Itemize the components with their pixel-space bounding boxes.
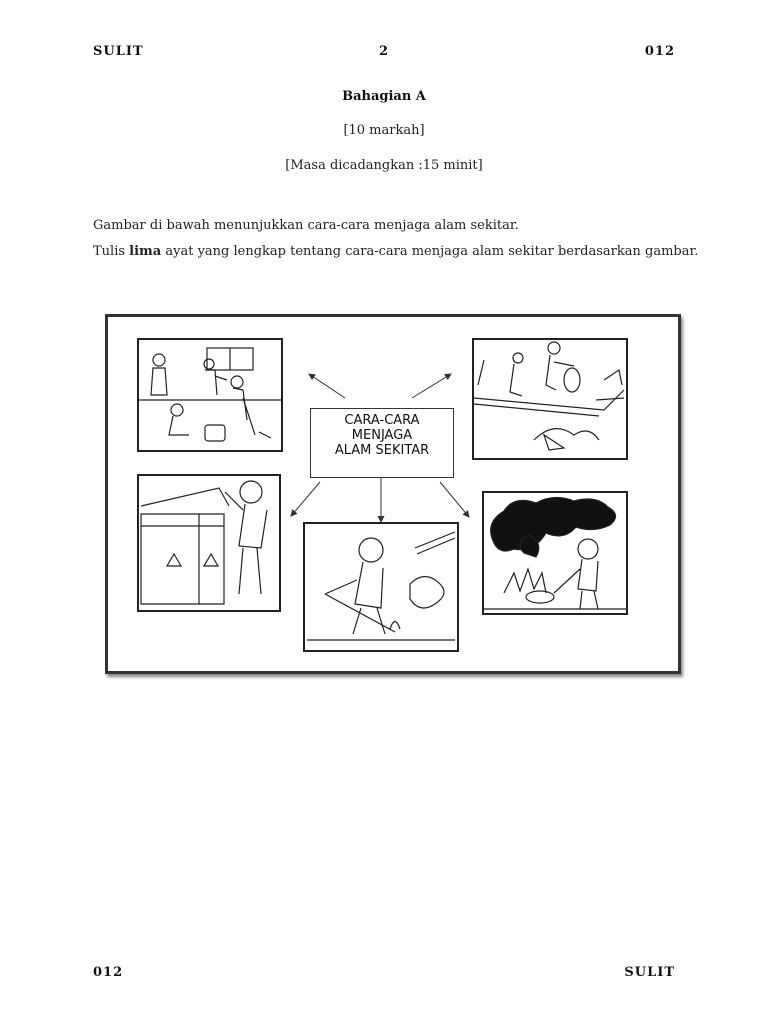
footer-right-label: SULIT	[624, 965, 675, 980]
instruction-line-2-suffix: ayat yang lengkap tentang cara-cara menjaga alam sekitar berdasarkan gambar.	[161, 244, 699, 259]
section-marks: [10 markah]	[343, 123, 425, 138]
center-line-1: CARA-CARA	[344, 413, 420, 428]
arrow-top-left	[309, 374, 345, 398]
instruction-line-2-prefix: Tulis	[93, 244, 130, 259]
recycling-bin-scene-illustration	[137, 474, 281, 612]
center-line-2: MENJAGA	[351, 428, 413, 443]
section-title: Bahagian A	[342, 89, 426, 104]
section-time: [Masa dicadangkan :15 minit]	[285, 158, 483, 173]
header-right-code: 012	[644, 44, 675, 59]
open-burning-scene-illustration	[482, 491, 628, 615]
instruction-emphasis: lima	[129, 244, 162, 259]
header-left-label: SULIT	[93, 44, 144, 59]
page-number: 2	[378, 44, 390, 59]
planting-tree-scene-illustration	[303, 522, 459, 652]
diagram-center-box	[310, 408, 454, 478]
arrow-bottom-left	[291, 482, 320, 516]
arrow-bottom-right	[440, 482, 469, 517]
cleaning-scene-illustration	[137, 338, 283, 452]
footer-left-code: 012	[93, 965, 124, 980]
instruction-line-1: Gambar di bawah menunjukkan cara-cara menjaga alam sekitar.	[93, 218, 519, 233]
center-line-3: ALAM SEKITAR	[334, 443, 430, 458]
rubbish-dumping-scene-illustration	[472, 338, 628, 460]
arrow-top-right	[412, 374, 451, 398]
